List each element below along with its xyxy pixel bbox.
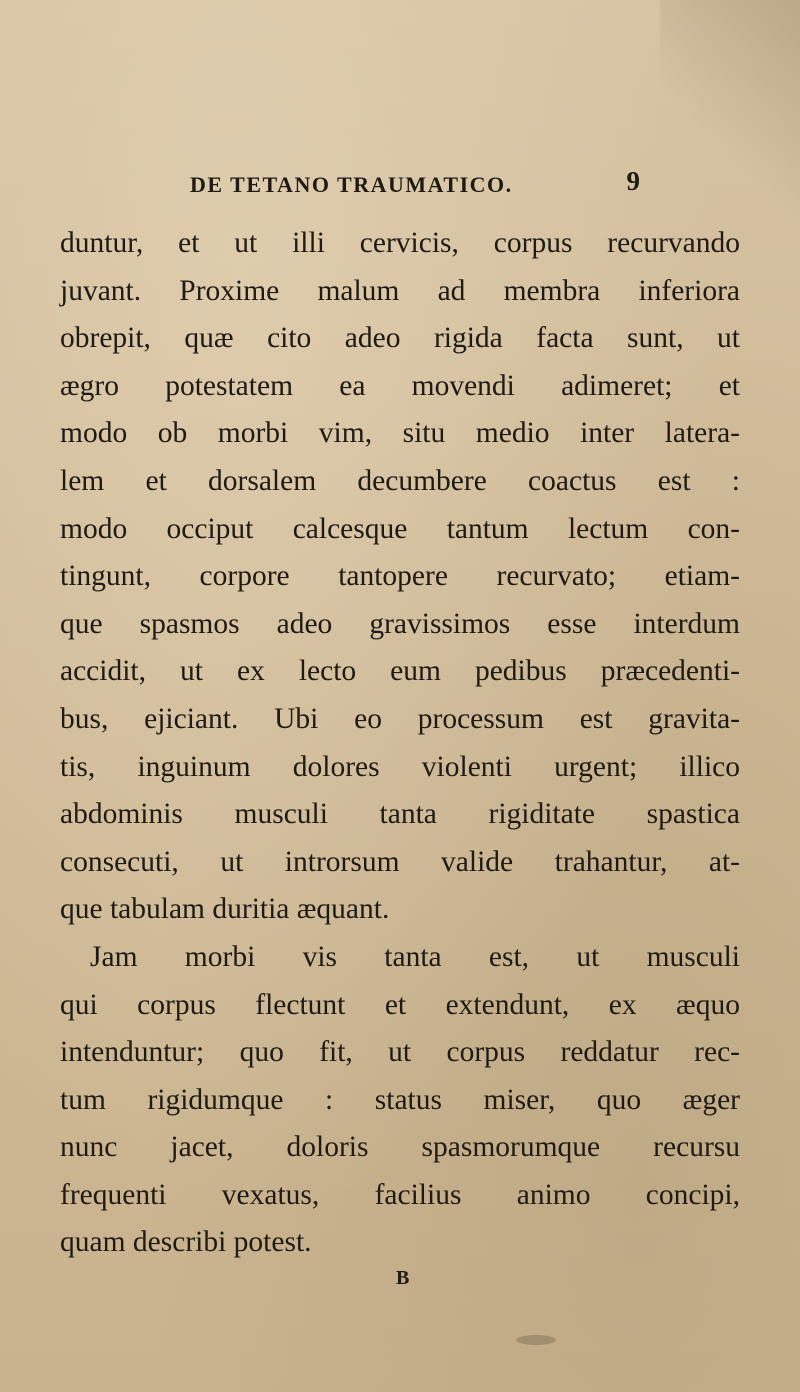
page-corner-shadow: [660, 0, 800, 220]
text-line: frequenti vexatus, facilius animo concipi,: [60, 1178, 740, 1211]
text-line: intenduntur; quo fit, ut corpus reddatur rec-: [60, 1036, 740, 1069]
body-text: [60, 220, 740, 1267]
page-header: [190, 166, 640, 202]
paragraph-end-line: que tabulam duritia æquant.: [60, 893, 390, 926]
text-line: qui corpus flectunt et extendunt, ex æquo: [60, 988, 740, 1021]
text-line: accidit, ut ex lecto eum pedibus præcedenti-: [60, 655, 740, 688]
text-line: modo occiput calcesque tantum lectum con-: [60, 512, 740, 545]
text-line: consecuti, ut introrsum valide trahantur, at-: [60, 845, 740, 878]
running-head: DE TETANO TRAUMATICO.: [190, 172, 513, 197]
text-line: obrepit, quæ cito adeo rigida facta sunt, ut: [60, 322, 740, 355]
text-line: bus, ejiciant. Ubi eo processum est gravita-: [60, 702, 740, 735]
text-line: tis, inguinum dolores violenti urgent; illico: [60, 750, 740, 783]
text-line: ægro potestatem ea movendi adimeret; et: [60, 369, 740, 402]
text-line: nunc jacet, doloris spasmorumque recursu: [60, 1131, 740, 1164]
text-line: tum rigidumque : status miser, quo æger: [60, 1083, 740, 1116]
paragraph-start-line: Jam morbi vis tanta est, ut musculi: [90, 940, 740, 973]
text-line: juvant. Proxime malum ad membra inferiora: [60, 274, 740, 307]
text-line: lem et dorsalem decumbere coactus est :: [60, 464, 740, 497]
signature-mark: B: [396, 1267, 410, 1289]
page-number: 9: [626, 166, 640, 196]
text-line: tingunt, corpore tantopere recurvato; etiam-: [60, 560, 740, 593]
text-line: abdominis musculi tanta rigiditate spastica: [60, 798, 740, 831]
paragraph-end-line: quam describi potest.: [60, 1226, 312, 1259]
ink-smudge: [516, 1335, 556, 1345]
text-line: modo ob morbi vim, situ medio inter latera-: [60, 417, 740, 450]
text-line: duntur, et ut illi cervicis, corpus recurvando: [60, 227, 740, 259]
text-line: que spasmos adeo gravissimos esse interdum: [60, 607, 740, 640]
